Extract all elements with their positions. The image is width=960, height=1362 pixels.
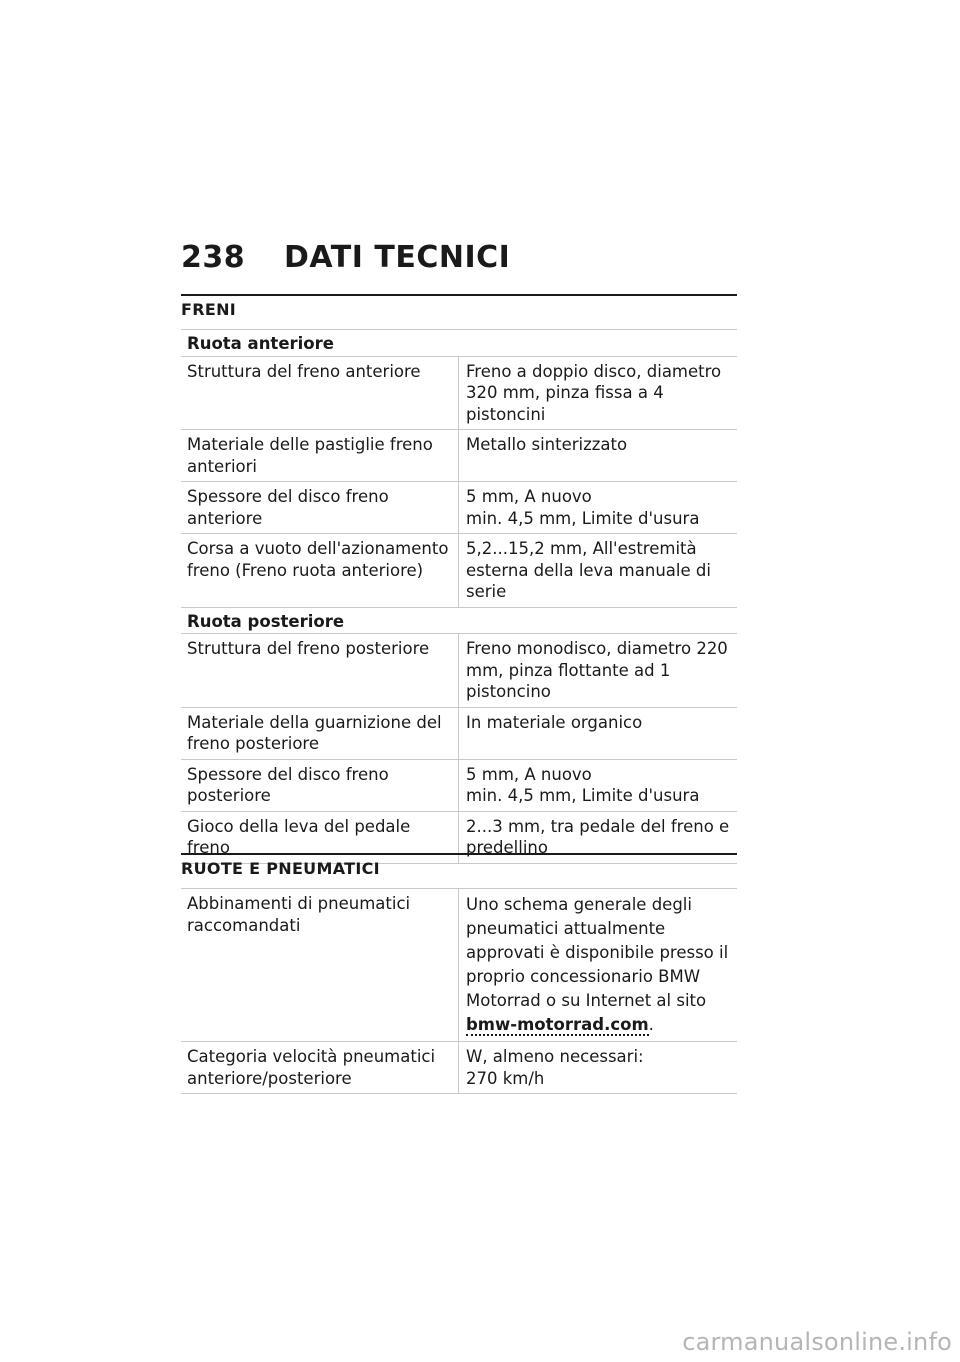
value-line: 5 mm, A nuovo [466, 764, 592, 784]
row-value: In materiale organico [466, 712, 643, 732]
row-value: Freno monodisco, diametro 220 mm, pinza flottante ad 1 pistoncino [466, 639, 728, 701]
table-row [181, 481, 737, 533]
row-label: Gioco della leva del pedale freno [181, 812, 459, 863]
section-title-ruote: RUOTE E PNEUMATICI [181, 859, 380, 878]
table-row [181, 707, 737, 759]
value-line: W, almeno necessari: [466, 1047, 644, 1066]
row-value [459, 1042, 737, 1093]
row-value: Freno a doppio disco, diametro 320 mm, pinza fissa a 4 pistoncini [466, 361, 722, 424]
row-label: Struttura del freno anteriore [181, 357, 459, 430]
row-label: Materiale della guarnizione del freno posteriore [181, 708, 459, 759]
table-row [181, 1041, 737, 1094]
table-row [181, 429, 737, 481]
table-row [181, 533, 737, 607]
row-label: Spessore del disco freno posteriore [181, 760, 459, 811]
value-line: 5 mm, A nuovo [466, 487, 592, 506]
row-label: Struttura del freno posteriore [181, 634, 459, 707]
row-value: 5,2...15,2 mm, All'estremità esterna della leva manuale di serie [466, 539, 711, 601]
bmw-motorrad-link[interactable]: bmw-motorrad.com [466, 1015, 649, 1034]
row-label: Spessore del disco freno anteriore [181, 482, 459, 533]
subhead-front-wheel: Ruota anteriore [181, 329, 737, 356]
row-label: Categoria velocità pneumatici anteriore/posteriore [181, 1042, 459, 1093]
row-value: Metallo sinterizzato [466, 435, 628, 454]
page-number: 238 [181, 240, 246, 275]
value-line: min. 4,5 mm, Limite d'usura [466, 508, 700, 528]
value-punctuation: . [648, 1015, 654, 1034]
row-label: Abbinamenti di pneumatici raccomandati [181, 889, 459, 1041]
table-row [181, 888, 737, 1041]
row-label: Materiale delle pastiglie freno anteriori [181, 430, 459, 481]
value-text: Uno schema generale degli pneumatici attualmente approvati è disponibile presso il proprio concessionario BMW Motorrad o su Internet al sito [466, 895, 729, 1010]
table-row [181, 759, 737, 811]
value-line: min. 4,5 mm, Limite d'usura [466, 786, 700, 805]
row-value: 2...3 mm, tra pedale del freno e predellino [466, 816, 730, 857]
watermark: carmanualsonline.info [682, 1328, 952, 1356]
row-label: Corsa a vuoto dell'azionamento freno (Freno ruota anteriore) [181, 534, 459, 607]
value-line: 270 km/h [466, 1068, 545, 1088]
table-row [181, 356, 737, 430]
table-row [181, 633, 737, 707]
section-title-freni: FRENI [181, 300, 237, 319]
row-value [459, 482, 737, 533]
page-header [181, 240, 510, 275]
row-value [459, 889, 737, 1041]
page-title: DATI TECNICI [284, 240, 511, 275]
section-freni [181, 294, 737, 864]
row-value [459, 760, 737, 811]
section-ruote [181, 853, 737, 1094]
subhead-rear-wheel: Ruota posteriore [181, 607, 737, 634]
